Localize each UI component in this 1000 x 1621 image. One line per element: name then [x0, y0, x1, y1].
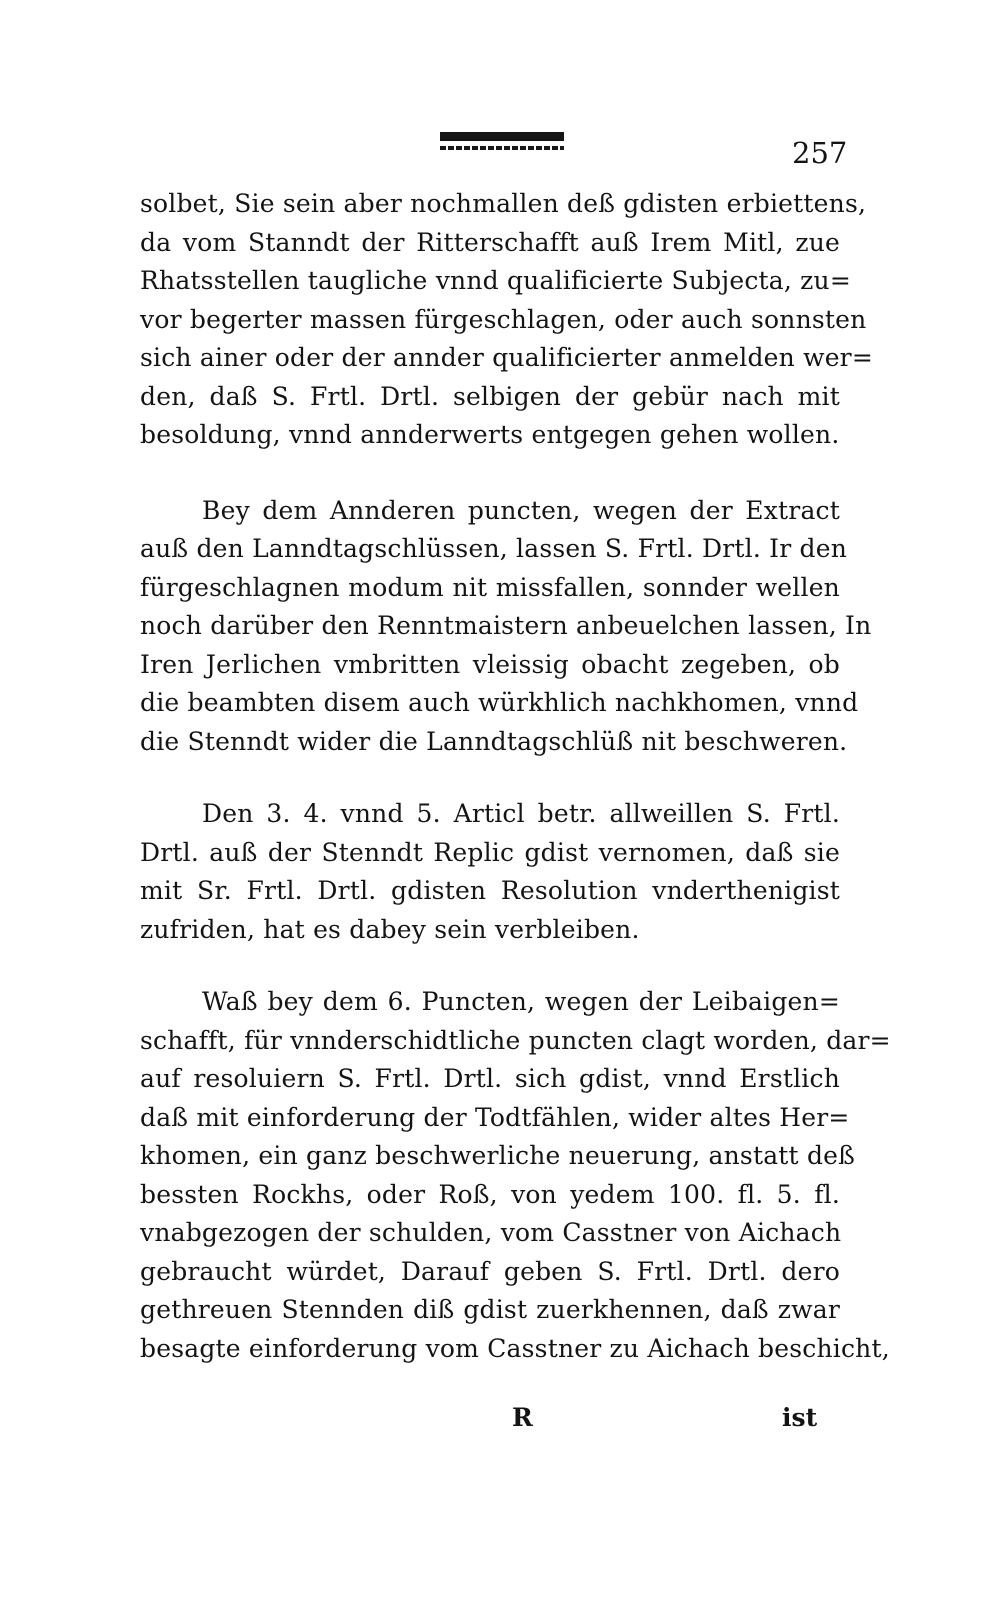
text-line: besoldung, vnnd annderwerts entgegen gehen wollen. [140, 420, 840, 449]
text-line: den, daß S. Frtl. Drtl. selbigen der gebür nach mit [140, 381, 840, 411]
catchword: ist [782, 1403, 818, 1432]
text-line: Bey dem Annderen puncten, wegen der Extract [202, 495, 840, 525]
text-line: noch darüber den Renntmaistern anbeuelchen lassen, In [140, 611, 872, 640]
body-text [140, 185, 891, 1368]
text-line: khomen, ein ganz beschwerliche neuerung, anstatt deß [140, 1141, 856, 1170]
text-line: daß mit einforderung der Todtfählen, wider altes Her= [140, 1102, 850, 1132]
header-rule-ornament [440, 132, 564, 162]
text-line: mit Sr. Frtl. Drtl. gdisten Resolution vnderthenigist [140, 876, 840, 905]
text-line: da vom Stanndt der Ritterschafft auß Irem Mitl, zue [140, 227, 840, 257]
text-line: schafft, für vnnderschidtliche puncten clagt worden, dar= [140, 1025, 891, 1055]
text-line: sich ainer oder der annder qualificierter anmelden wer= [140, 343, 873, 372]
text-line: fürgeschlagnen modum nit missfallen, sonnder wellen [140, 572, 840, 602]
page-footer [140, 1403, 840, 1443]
text-line: Rhatsstellen taugliche vnnd qualificierte Subjecta, zu= [140, 266, 851, 295]
text-line: auf resoluiern S. Frtl. Drtl. sich gdist, vnnd Erstlich [140, 1064, 840, 1093]
text-line: Waß bey dem 6. Puncten, wegen der Leibaigen= [202, 987, 840, 1016]
text-line: Iren Jerlichen vmbritten vleissig obacht zegeben, ob [140, 649, 840, 679]
header-rule-thick [440, 132, 564, 141]
paragraph-1 [140, 185, 873, 455]
paragraph-4 [140, 983, 891, 1368]
text-line: Den 3. 4. vnnd 5. Articl betr. allweillen S. Frtl. [202, 799, 840, 828]
text-line: zufriden, hat es dabey sein verbleiben. [140, 914, 640, 944]
paragraph-2 [140, 492, 872, 762]
page-number: 257 [792, 136, 848, 170]
text-line: bessten Rockhs, oder Roß, von yedem 100. fl. 5. fl. [140, 1179, 840, 1209]
text-line: Drtl. auß der Stenndt Replic gdist vernomen, daß sie [140, 837, 840, 867]
text-line: solbet, Sie sein aber nochmallen deß gdisten erbiettens, [140, 189, 867, 218]
text-line: gethreuen Stennden diß gdist zuerkhennen, daß zwar [140, 1295, 840, 1324]
text-line: vor begerter massen fürgeschlagen, oder auch sonnsten [140, 304, 867, 334]
text-line: besagte einforderung vom Casstner zu Aichach beschicht, [140, 1333, 890, 1363]
text-line: gebraucht würdet, Darauf geben S. Frtl. Drtl. dero [140, 1256, 840, 1286]
text-line: die Stenndt wider die Lanndtagschlüß nit beschweren. [140, 726, 848, 756]
signature-mark: R [512, 1403, 533, 1432]
text-line: die beambten disem auch würkhlich nachkhomen, vnnd [140, 688, 859, 717]
text-line: auß den Lanndtagschlüssen, lassen S. Frtl. Drtl. Ir den [140, 534, 848, 563]
paragraph-3 [140, 795, 840, 949]
text-line: vnabgezogen der schulden, vom Casstner von Aichach [140, 1218, 842, 1247]
header-rule-thin [440, 146, 564, 150]
